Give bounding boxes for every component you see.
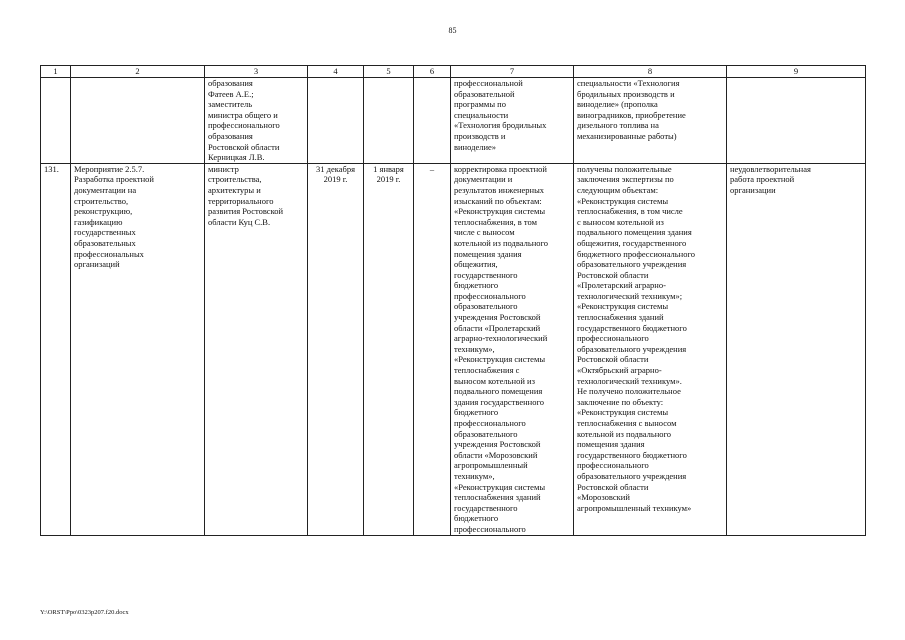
column-number-header: 1 — [41, 66, 71, 78]
row-number-cell: 131. — [41, 163, 71, 535]
column-number-header: 4 — [308, 66, 364, 78]
column-number-header: 2 — [71, 66, 205, 78]
column-number-header: 8 — [574, 66, 727, 78]
table-row-131 — [41, 163, 866, 535]
reason-cell: неудовлетворительная работа проектной организации — [727, 163, 866, 535]
column-number-header: 3 — [205, 66, 308, 78]
column-number-header: 7 — [451, 66, 574, 78]
measure-name-cell: Мероприятие 2.5.7. Разработка проектной документации на строительство, реконструкцию, газификацию государственных образовательных профессиональных организаций — [71, 163, 205, 535]
column-number-header: 9 — [727, 66, 866, 78]
table-row-continuation — [41, 78, 866, 164]
planned-date-cell: 31 декабря 2019 г. — [308, 163, 364, 535]
table-header-row — [41, 66, 866, 78]
table-cell — [71, 78, 205, 164]
table-cell — [308, 78, 364, 164]
plan-table — [40, 65, 866, 536]
footer-file-path: Y:\ORST\Ppo\0323p207.f20.docx — [40, 609, 129, 616]
actual-result-cell: специальности «Технология бродильных производств и виноделие» (прополка виноградников, приобретение дизельного топлива на механизированные работы) — [574, 78, 727, 164]
responsible-cell: образования Фатеев А.Е.; заместитель министра общего и профессионального образования Ростовской области Керницкая Л.В. — [205, 78, 308, 164]
column-number-header: 6 — [414, 66, 451, 78]
actual-date-cell: 1 января 2019 г. — [364, 163, 414, 535]
dash-cell: – — [414, 163, 451, 535]
table-cell — [41, 78, 71, 164]
expected-result-cell: корректировка проектной документации и результатов инженерных изысканий по объектам: «Реконструкция системы теплоснабжения, в том числе с выносом котельной из подвального помещения здания общежития, государственного бюджетного профессионального образовательного учреждения Ростовской области «Пролетарский аграрно-технологический техникум», «Реконструкция системы теплоснабжения с выносом котельной из подвального помещения здания государственного бюджетного профессионального образовательного учреждения Ростовской области «Морозовский агропромышленный техникум», «Реконструкция системы теплоснабжения зданий государственного бюджетного профессионального — [451, 163, 574, 535]
table-cell — [364, 78, 414, 164]
column-number-header: 5 — [364, 66, 414, 78]
actual-result-cell: получены положительные заключения экспертизы по следующим объектам: «Реконструкция системы теплоснабжения, в том числе с выносом котельной из подвального помещения здания общежития, государственного бюджетного профессионального образовательного учреждения Ростовской области «Пролетарский аграрно- технологический техникум»; «Реконструкция системы теплоснабжения зданий государственного бюджетного профессионального образовательного учреждения Ростовской области «Октябрьский аграрно- технологический техникум». Не получено положительное заключение по объекту: «Реконструкция системы теплоснабжения с выносом котельной из подвального помещения здания государственного бюджетного профессионального образовательного учреждения Ростовской области «Морозовский агропромышленный техникум» — [574, 163, 727, 535]
expected-result-cell: профессиональной образовательной программы по специальности «Технология бродильных производств и виноделие» — [451, 78, 574, 164]
page-number: 85 — [448, 26, 457, 35]
table-cell — [414, 78, 451, 164]
responsible-cell: министр строительства, архитектуры и территориального развития Ростовской области Куц С.В. — [205, 163, 308, 535]
table-cell — [727, 78, 866, 164]
